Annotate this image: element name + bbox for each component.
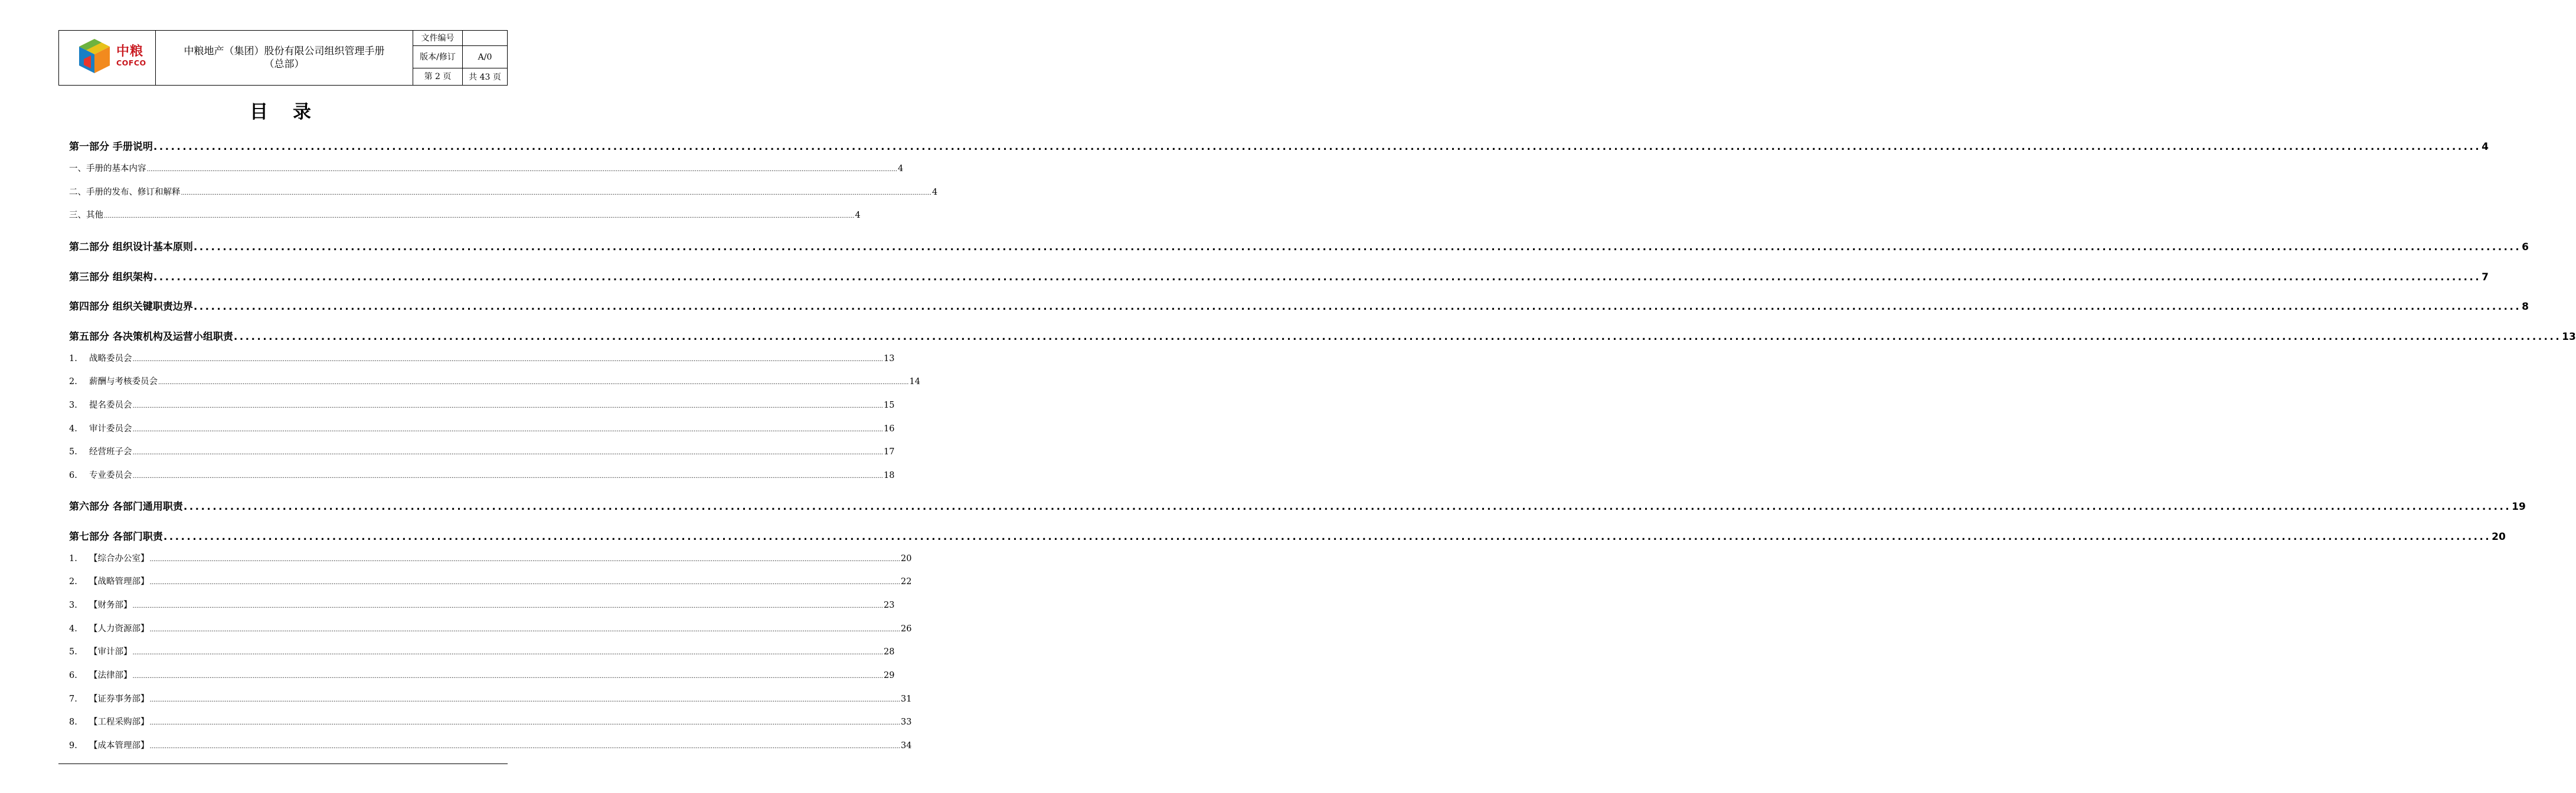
toc-entry-number: 7. — [69, 694, 77, 704]
toc-entry-title — [69, 598, 132, 611]
toc-entry-title — [69, 739, 149, 751]
toc-page-number: 20 — [900, 554, 912, 563]
toc-entry-number: 4. — [69, 624, 77, 634]
toc-leader-dots: ................................................................................................................................................................................................................................................................................................................................................................................................................ — [193, 241, 2522, 253]
toc-entry-text: 【法律部】 — [89, 671, 132, 680]
toc-leader-dots: ................................................................................................................................................................................................................................................................................................................................................................................................................ — [149, 579, 900, 586]
toc-entry-text: 【审计部】 — [89, 647, 132, 657]
toc-entry-number: 2. — [69, 577, 77, 586]
toc-page-number: 4 — [897, 164, 904, 173]
toc-page-number: 22 — [900, 577, 912, 586]
toc-leader-dots: ................................................................................................................................................................................................................................................................................................................................................................................................................ — [132, 356, 883, 363]
toc-subsection-link[interactable] — [69, 645, 895, 657]
toc-page-number: 31 — [900, 694, 912, 704]
toc-entry-title — [69, 669, 132, 681]
toc-entry-text: 三、其他 — [69, 211, 103, 220]
version-label: 版本/修订 — [413, 46, 463, 68]
toc-leader-dots: ................................................................................................................................................................................................................................................................................................................................................................................................................ — [183, 501, 2512, 513]
toc-entry-title — [69, 468, 132, 481]
doc-number-row — [413, 31, 507, 46]
toc-leader-dots: ................................................................................................................................................................................................................................................................................................................................................................................................................ — [132, 427, 883, 433]
toc-entry-title — [69, 328, 233, 343]
toc-entry-number: 9. — [69, 741, 77, 751]
toc-section-link[interactable] — [69, 498, 2526, 513]
toc-leader-dots: ................................................................................................................................................................................................................................................................................................................................................................................................................ — [149, 720, 900, 726]
toc-entry-number: 3. — [69, 601, 77, 610]
toc-page-number: 13 — [2562, 331, 2576, 343]
toc-entry-text: 薪酬与考核委员会 — [89, 377, 158, 386]
toc-leader-dots: ................................................................................................................................................................................................................................................................................................................................................................................................................ — [153, 271, 2482, 283]
toc-subsection-link[interactable] — [69, 398, 895, 411]
toc-entry-title — [69, 375, 158, 387]
toc-leader-dots: ................................................................................................................................................................................................................................................................................................................................................................................................................ — [233, 331, 2562, 343]
toc-page-number: 15 — [883, 401, 895, 410]
toc-subsection-link[interactable] — [69, 598, 895, 611]
header-title-cell — [156, 31, 413, 85]
toc-entry-title — [69, 208, 103, 221]
toc-page-number: 23 — [883, 601, 895, 610]
version-row — [413, 46, 507, 68]
cofco-cube-logo-icon — [78, 38, 111, 74]
toc-entry-title — [69, 268, 153, 283]
toc-subsection-link[interactable] — [69, 468, 895, 481]
toc-subsection-link[interactable] — [69, 375, 920, 387]
toc-subsection-link[interactable] — [69, 715, 912, 728]
toc-entry-number: 6. — [69, 471, 77, 480]
toc-entry-title — [69, 715, 149, 728]
toc-section-link[interactable] — [69, 298, 2529, 313]
page-row — [413, 68, 507, 85]
toc-page-number: 13 — [883, 354, 895, 363]
toc-entry-title — [69, 138, 153, 153]
toc-entry-text: 【成本管理部】 — [89, 741, 149, 751]
toc-entry-text: 第二部分 组织设计基本原则 — [69, 241, 193, 253]
document-header — [58, 30, 508, 86]
toc-entry-text: 第七部分 各部门职责 — [69, 531, 163, 543]
toc-subsection-link[interactable] — [69, 352, 895, 364]
toc-entry-title — [69, 238, 193, 253]
toc-entry-title — [69, 498, 183, 513]
toc-entry-title — [69, 352, 132, 364]
doc-number-value — [463, 31, 507, 45]
page-number: 第 2 页 — [413, 68, 463, 85]
toc-entry-text: 第一部分 手册说明 — [69, 141, 153, 153]
toc-entry-title — [69, 528, 163, 543]
logo-english-text: COFCO — [116, 58, 146, 67]
toc-subsection-link[interactable] — [69, 575, 912, 587]
toc-leader-dots: ................................................................................................................................................................................................................................................................................................................................................................................................................ — [149, 627, 900, 633]
toc-entry-text: 战略委员会 — [89, 354, 132, 363]
toc-leader-dots: ................................................................................................................................................................................................................................................................................................................................................................................................................ — [132, 403, 883, 409]
toc-entry-number: 5. — [69, 447, 77, 457]
toc-page-number: 4 — [2482, 141, 2489, 153]
toc-entry-title — [69, 445, 132, 457]
toc-page-number: 33 — [900, 717, 912, 727]
toc-page-number: 26 — [900, 624, 912, 634]
toc-entry-text: 审计委员会 — [89, 424, 132, 434]
version-value: A/0 — [478, 52, 492, 62]
toc-leader-dots: ................................................................................................................................................................................................................................................................................................................................................................................................................ — [104, 213, 855, 219]
toc-page-number: 17 — [883, 447, 895, 457]
toc-entry-text: 第五部分 各决策机构及运营小组职责 — [69, 331, 233, 343]
toc-subsection-link[interactable] — [69, 552, 912, 564]
toc-entry-title — [69, 645, 132, 657]
toc-entry-title — [69, 298, 193, 313]
toc-entry-text: 第四部分 组织关键职责边界 — [69, 301, 193, 313]
logo-cell — [59, 31, 156, 85]
total-pages: 共 43 页 — [469, 73, 501, 82]
toc-entry-text: 【综合办公室】 — [89, 554, 149, 563]
toc-entry-title — [69, 622, 149, 634]
toc-page-number: 28 — [883, 647, 895, 657]
toc-subsection-link[interactable] — [69, 162, 904, 174]
toc-entry-text: 【证券事务部】 — [89, 694, 149, 704]
toc-subsection-link[interactable] — [69, 208, 861, 221]
toc-entry-number: 6. — [69, 671, 77, 680]
toc-section-link[interactable] — [69, 528, 2506, 543]
toc-page-number: 14 — [909, 377, 920, 386]
toc-entry-number: 1. — [69, 354, 77, 363]
toc-leader-dots: ................................................................................................................................................................................................................................................................................................................................................................................................................ — [193, 301, 2522, 313]
toc-leader-dots: ................................................................................................................................................................................................................................................................................................................................................................................................................ — [149, 697, 900, 703]
logo-chinese-text: 中粮 — [116, 44, 144, 59]
toc-entry-title — [69, 692, 149, 704]
toc-page-number: 16 — [883, 424, 895, 434]
toc-entry-title — [69, 422, 132, 434]
toc-entry-number: 5. — [69, 647, 77, 657]
toc-entry-text: 第三部分 组织架构 — [69, 271, 153, 283]
toc-page-number: 34 — [900, 741, 912, 751]
toc-subsection-link[interactable] — [69, 669, 895, 681]
doc-number-label: 文件编号 — [413, 31, 463, 45]
toc-entry-text: 【战略管理部】 — [89, 577, 149, 586]
toc-leader-dots: ................................................................................................................................................................................................................................................................................................................................................................................................................ — [132, 450, 883, 456]
toc-entry-number: 3. — [69, 401, 77, 410]
toc-page-number: 6 — [2522, 241, 2529, 253]
toc-entry-title — [69, 552, 149, 564]
toc-entry-title — [69, 162, 146, 174]
toc-entry-text: 【工程采购部】 — [89, 717, 149, 727]
toc-page-number: 4 — [931, 188, 938, 197]
toc-entry-text: 【人力资源部】 — [89, 624, 149, 634]
toc-subsection-link[interactable] — [69, 445, 895, 457]
toc-heading: 目录 — [250, 101, 336, 123]
toc-page-number: 18 — [883, 471, 895, 480]
toc-section-link[interactable] — [69, 238, 2529, 253]
toc-entry-text: 经营班子会 — [89, 447, 132, 457]
toc-section-link[interactable] — [69, 268, 2489, 283]
toc-page-number: 20 — [2492, 531, 2506, 543]
toc-entry-title — [69, 575, 149, 587]
toc-page-number: 19 — [2512, 501, 2526, 513]
toc-subsection-link[interactable] — [69, 739, 912, 751]
toc-entry-number: 2. — [69, 377, 77, 386]
toc-entry-title — [69, 398, 132, 411]
toc-section-link[interactable] — [69, 328, 2576, 343]
toc-leader-dots: ................................................................................................................................................................................................................................................................................................................................................................................................................ — [158, 379, 909, 386]
toc-entry-text: 二、手册的发布、修订和解释 — [69, 188, 181, 197]
toc-leader-dots: ................................................................................................................................................................................................................................................................................................................................................................................................................ — [132, 473, 883, 480]
toc-page-number: 4 — [855, 211, 861, 220]
header-subtitle: （总部） — [264, 58, 305, 70]
toc-page-number: 8 — [2522, 301, 2529, 313]
toc-subsection-link[interactable] — [69, 622, 912, 634]
toc-entry-text: 一、手册的基本内容 — [69, 164, 146, 173]
toc-leader-dots: ................................................................................................................................................................................................................................................................................................................................................................................................................ — [163, 531, 2492, 543]
toc-leader-dots: ................................................................................................................................................................................................................................................................................................................................................................................................................ — [132, 603, 883, 610]
toc-leader-dots: ................................................................................................................................................................................................................................................................................................................................................................................................................ — [149, 556, 900, 563]
toc-entry-text: 专业委员会 — [89, 471, 132, 480]
toc-section-link[interactable] — [69, 138, 2489, 153]
toc-subsection-link[interactable] — [69, 185, 938, 198]
toc-entry-text: 第六部分 各部门通用职责 — [69, 501, 183, 513]
toc-entry-title — [69, 185, 181, 198]
footer-divider — [58, 763, 508, 764]
header-meta — [413, 31, 507, 85]
toc-entry-text: 提名委员会 — [89, 401, 132, 410]
toc-entry-number: 1. — [69, 554, 77, 563]
toc-leader-dots: ................................................................................................................................................................................................................................................................................................................................................................................................................ — [149, 743, 900, 750]
toc-entry-number: 4. — [69, 424, 77, 434]
toc-subsection-link[interactable] — [69, 692, 912, 704]
toc-entry-text: 【财务部】 — [89, 601, 132, 610]
toc-leader-dots: ................................................................................................................................................................................................................................................................................................................................................................................................................ — [146, 166, 897, 173]
toc-subsection-link[interactable] — [69, 422, 895, 434]
toc-page-number: 29 — [883, 671, 895, 680]
toc-entry-number: 8. — [69, 717, 77, 727]
header-title: 中粮地产（集团）股份有限公司组织管理手册 — [184, 45, 385, 57]
toc-page-number: 7 — [2482, 271, 2489, 283]
toc-leader-dots: ................................................................................................................................................................................................................................................................................................................................................................................................................ — [132, 650, 883, 656]
toc-leader-dots: ................................................................................................................................................................................................................................................................................................................................................................................................................ — [132, 673, 883, 680]
toc-leader-dots: ................................................................................................................................................................................................................................................................................................................................................................................................................ — [181, 190, 931, 196]
toc-leader-dots: ................................................................................................................................................................................................................................................................................................................................................................................................................ — [153, 141, 2482, 153]
